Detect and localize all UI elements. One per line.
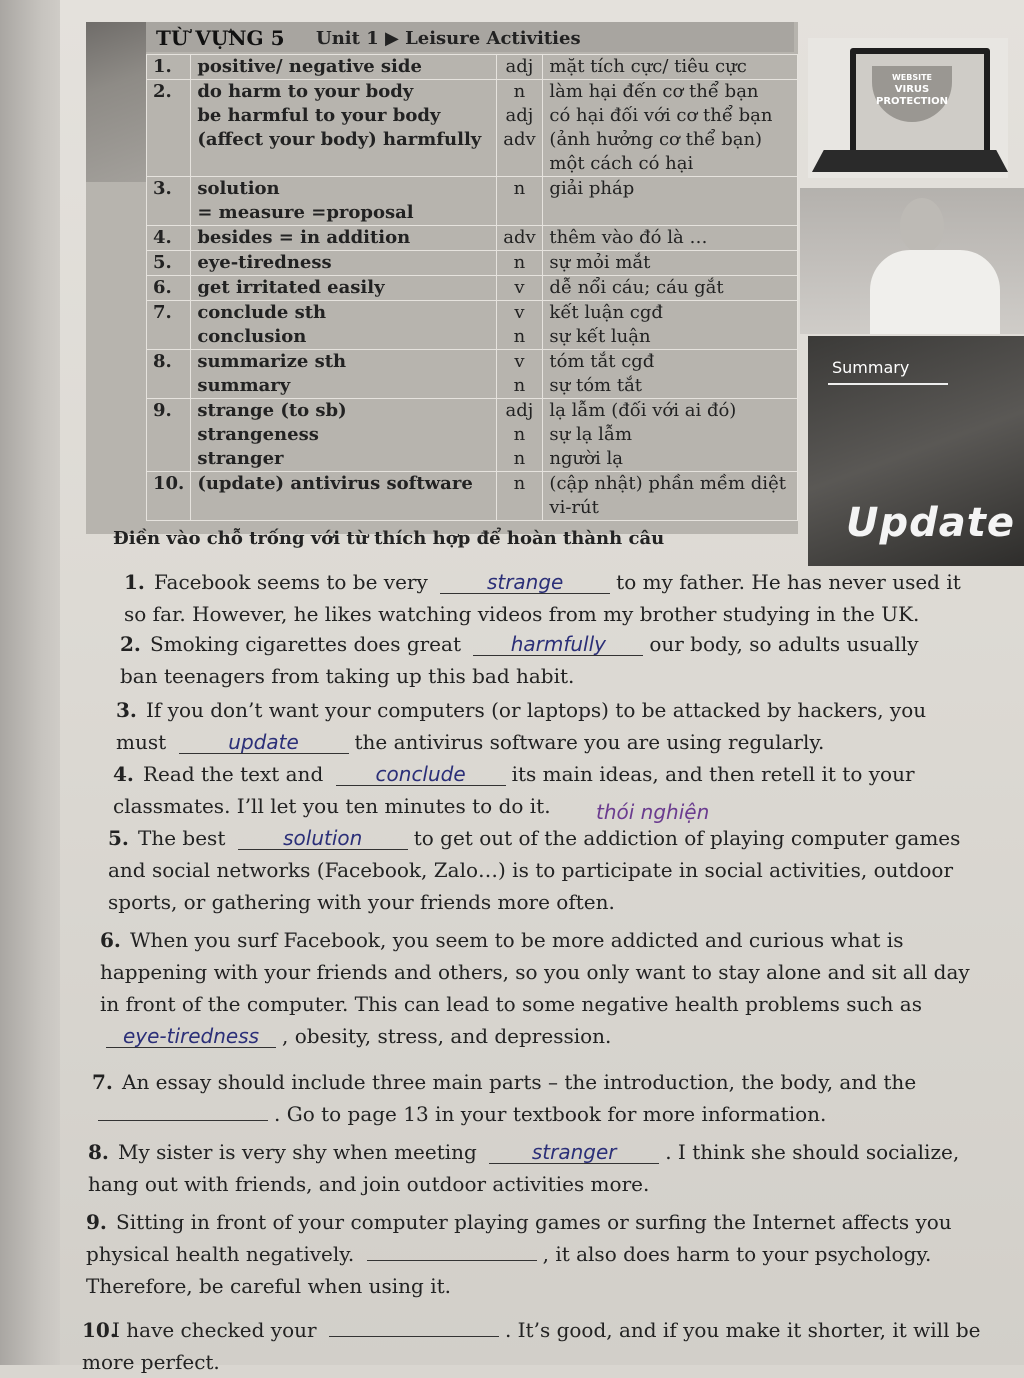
vocabulary-row	[147, 301, 798, 350]
vocab-meaning	[543, 55, 798, 80]
exercise-text-before: When you surf Facebook, you seem to be more addicted and curious what is happening with your friends and others, so you only want to stay alone and sit all day in front of the computer. This can lead to some negative health problems such as	[100, 928, 970, 1016]
exercise-number: 8.	[88, 1140, 109, 1164]
exercise-item	[100, 924, 980, 1052]
vocab-meaning	[543, 80, 798, 177]
answer-blank[interactable]	[329, 1336, 499, 1337]
vocab-word-text: positive/ negative side	[197, 56, 422, 77]
vocab-meaning-text: có hại đối với cơ thể bạn	[549, 105, 773, 126]
exercise-number: 10.	[82, 1318, 117, 1342]
exercise-number: 4.	[113, 762, 134, 786]
unit-title: Unit 1 ▶ Leisure Activities	[316, 28, 581, 49]
vocab-part-of-speech	[496, 226, 543, 251]
vocab-part-of-speech-text: adj	[505, 105, 534, 126]
vocab-word-text: stranger	[197, 448, 284, 469]
vocabulary-table	[146, 54, 798, 521]
exercise-text-before: Facebook seems to be very	[154, 570, 428, 594]
answer-blank[interactable]: eye-tiredness	[106, 1025, 276, 1048]
vocab-word	[191, 55, 496, 80]
vocab-number-text: 8.	[153, 351, 172, 372]
vocab-meaning-text: sự kết luận	[549, 326, 651, 347]
vocab-meaning-text: sự mỏi mắt	[549, 252, 651, 273]
vocab-word-text: solution	[197, 178, 280, 199]
vocab-word-text: strangeness	[197, 424, 319, 445]
vocabulary-photo	[86, 22, 146, 182]
vocab-number-text: 6.	[153, 277, 172, 298]
vocab-part-of-speech-text: v	[514, 277, 525, 298]
exercise-text-after: our body, so adults usually ban teenagers from taking up this bad habit.	[120, 632, 919, 688]
vocab-meaning-text: dễ nổi cáu; cáu gắt	[549, 277, 724, 298]
vocab-word-text: (affect your body) harmfully	[197, 129, 482, 150]
vocab-word	[191, 399, 496, 472]
vocab-word-text: be harmful to your body	[197, 105, 441, 126]
answer-blank[interactable]: conclude	[336, 763, 506, 786]
vocab-word	[191, 251, 496, 276]
exercise-item	[86, 1206, 986, 1302]
vocab-part-of-speech	[496, 472, 543, 521]
vocab-word-text: conclusion	[197, 326, 307, 347]
vocab-word-text: do harm to your body	[197, 81, 414, 102]
vocab-part-of-speech-text: v	[514, 302, 525, 323]
vocab-part-of-speech	[496, 55, 543, 80]
vocabulary-row	[147, 472, 798, 521]
vocab-meaning-text: mặt tích cực/ tiêu cực	[549, 56, 747, 77]
vocab-number-text: 9.	[153, 400, 172, 421]
vocab-number	[147, 251, 191, 276]
summary-underline	[828, 383, 948, 385]
vocab-number	[147, 399, 191, 472]
exercise-text-after: . I think she should socialize, hang out with friends, and join outdoor activities more.	[88, 1140, 960, 1196]
vocab-part-of-speech-text: v	[514, 351, 525, 372]
vocab-part-of-speech-text: adv	[503, 129, 536, 150]
vocab-meaning	[543, 226, 798, 251]
exercise-item	[120, 628, 960, 692]
vocab-meaning-text: làm hại đến cơ thể bạn	[549, 81, 759, 102]
vocab-part-of-speech-text: n	[513, 326, 526, 347]
vocab-number-text: 10.	[153, 473, 185, 494]
vocab-part-of-speech-text: adj	[505, 400, 534, 421]
exercise-text-before: If you don’t want your computers (or laptops) to be attacked by hackers, you must	[116, 698, 927, 754]
exercise-text-after: to my father. He has never used it so far. However, he likes watching videos from my brother studying in the UK.	[124, 570, 961, 626]
vocab-meaning	[543, 301, 798, 350]
vocab-word	[191, 301, 496, 350]
vocab-number-text: 5.	[153, 252, 172, 273]
exercise-number: 6.	[100, 928, 121, 952]
exercise-text-before: An essay should include three main parts – the introduction, the body, and the	[122, 1070, 917, 1094]
vocab-number-text: 1.	[153, 56, 172, 77]
vocab-part-of-speech-text: adv	[503, 227, 536, 248]
vocabulary-row	[147, 276, 798, 301]
vocab-number	[147, 350, 191, 399]
vocab-word	[191, 472, 496, 521]
answer-blank[interactable]	[367, 1260, 537, 1261]
vocab-part-of-speech-text: n	[513, 375, 526, 396]
exercise-text-before: Smoking cigarettes does great	[150, 632, 461, 656]
vocab-meaning-text: giải pháp	[549, 178, 635, 199]
vocab-meaning	[543, 472, 798, 521]
vocab-number-text: 3.	[153, 178, 172, 199]
shield-label: VIRUS PROTECTION	[876, 84, 948, 107]
vocab-number-text: 4.	[153, 227, 172, 248]
vocab-part-of-speech-text: n	[513, 178, 526, 199]
answer-blank[interactable]: update	[179, 731, 349, 754]
summary-label: Summary	[832, 358, 910, 377]
exercise-text-after: , obesity, stress, and depression.	[282, 1024, 612, 1048]
vocab-number	[147, 276, 191, 301]
exercise-text-after: its main ideas, and then retell it to your classmates. I’ll let you ten minutes to do it.	[113, 762, 915, 818]
exercise-text-after: . It’s good, and if you make it shorter, it will be more perfect.	[82, 1318, 981, 1374]
answer-blank[interactable]: harmfully	[473, 633, 643, 656]
vocab-number	[147, 301, 191, 350]
exercise-item	[82, 1314, 992, 1378]
vocab-word	[191, 226, 496, 251]
vocab-word	[191, 276, 496, 301]
vocab-meaning	[543, 399, 798, 472]
vocab-part-of-speech-text: n	[513, 252, 526, 273]
exercise-text-before: The best	[138, 826, 226, 850]
exercise-number: 2.	[120, 632, 141, 656]
vocab-part-of-speech	[496, 177, 543, 226]
vocab-meaning	[543, 177, 798, 226]
vocab-meaning	[543, 350, 798, 399]
man-head	[900, 198, 944, 254]
vocab-number-text: 2.	[153, 81, 172, 102]
exercise-text-after: . Go to page 13 in your textbook for more information.	[274, 1102, 827, 1126]
website-label: WEBSITE	[891, 73, 933, 82]
vocab-meaning-text: lạ lẫm (đối với ai đó)	[549, 400, 737, 421]
vocab-word-text: strange (to sb)	[197, 400, 347, 421]
answer-blank[interactable]: solution	[238, 827, 408, 850]
vocab-word-text: summarize sth	[197, 351, 347, 372]
vocab-number	[147, 80, 191, 177]
vocab-meaning-text: (cập nhật) phần mềm diệt vi-rút	[549, 473, 786, 518]
exercise-item	[88, 1136, 988, 1200]
handwritten-note: thói nghiện	[596, 800, 710, 824]
exercise-text-before: Read the text and	[143, 762, 324, 786]
vocab-part-of-speech	[496, 399, 543, 472]
exercise-text-after: to get out of the addiction of playing computer games and social networks (Facebook, Zalo…) is to participate in social activities, outdoor sports, or gathering with your friends more often.	[108, 826, 961, 914]
exercise-number: 9.	[86, 1210, 107, 1234]
exercise-text-before: I have checked your	[112, 1318, 317, 1342]
vocabulary-row	[147, 226, 798, 251]
vocab-word	[191, 80, 496, 177]
vocab-meaning-text: thêm vào đó là …	[549, 227, 708, 248]
vocab-part-of-speech-text: adj	[505, 56, 534, 77]
vocabulary-row	[147, 350, 798, 399]
vocab-part-of-speech	[496, 276, 543, 301]
exercise-number: 1.	[124, 570, 145, 594]
vocabulary-row	[147, 177, 798, 226]
exercise-text-before: My sister is very shy when meeting	[118, 1140, 477, 1164]
vocab-number	[147, 226, 191, 251]
man-shirt	[870, 250, 1000, 334]
exercise-number: 3.	[116, 698, 137, 722]
vocab-meaning-text: sự tóm tắt	[549, 375, 643, 396]
vocab-word-text: get irritated easily	[197, 277, 385, 298]
vocab-meaning-text: người lạ	[549, 448, 623, 469]
vocab-word-text: eye-tiredness	[197, 252, 332, 273]
vocab-part-of-speech-text: n	[513, 473, 526, 494]
vocab-part-of-speech	[496, 350, 543, 399]
vocab-number	[147, 55, 191, 80]
vocab-meaning-text: tóm tắt cgđ	[549, 351, 655, 372]
vocab-word-text: = measure =proposal	[197, 202, 414, 223]
vocab-word-text: (update) antivirus software	[197, 473, 473, 494]
vocab-part-of-speech-text: n	[513, 424, 526, 445]
vocab-part-of-speech-text: n	[513, 448, 526, 469]
answer-blank[interactable]	[98, 1120, 268, 1121]
exercise-item	[113, 758, 963, 822]
vocab-word-text: conclude sth	[197, 302, 327, 323]
exercise-instruction: Điền vào chỗ trống với từ thích hợp để hoàn thành câu	[113, 528, 665, 549]
vocabulary-row	[147, 399, 798, 472]
exercise-item	[108, 822, 968, 918]
exercise-text-after: , it also does harm to your psychology. Therefore, be careful when using it.	[86, 1242, 932, 1298]
laptop-base	[812, 150, 1008, 172]
exercise-text-after: the antivirus software you are using regularly.	[354, 730, 825, 754]
update-label: Update	[846, 500, 1015, 546]
vocab-word	[191, 177, 496, 226]
vocabulary-title: TỪ VỰNG 5	[156, 26, 285, 50]
vocab-meaning-text: kết luận cgđ	[549, 302, 663, 323]
exercise-text-before: Sitting in front of your computer playing games or surfing the Internet affects you physical health negatively.	[86, 1210, 952, 1266]
vocab-part-of-speech-text: n	[513, 81, 526, 102]
vocabulary-row	[147, 55, 798, 80]
vocab-meaning	[543, 251, 798, 276]
vocab-number	[147, 177, 191, 226]
vocab-part-of-speech	[496, 301, 543, 350]
vocab-word-text: summary	[197, 375, 291, 396]
vocab-part-of-speech	[496, 251, 543, 276]
vocab-part-of-speech	[496, 80, 543, 177]
exercise-item	[92, 1066, 972, 1130]
vocab-word-text: besides = in addition	[197, 227, 411, 248]
vocab-meaning-text: (ảnh hưởng cơ thể bạn) một cách có hại	[549, 129, 763, 174]
vocabulary-row	[147, 80, 798, 177]
answer-blank[interactable]: stranger	[489, 1141, 659, 1164]
exercise-number: 5.	[108, 826, 129, 850]
vocab-number-text: 7.	[153, 302, 172, 323]
answer-blank[interactable]: strange	[440, 571, 610, 594]
vocab-word	[191, 350, 496, 399]
exercise-item	[124, 566, 964, 630]
vocab-meaning	[543, 276, 798, 301]
exercise-item	[116, 694, 966, 758]
vocab-meaning-text: sự lạ lẫm	[549, 424, 633, 445]
exercise-number: 7.	[92, 1070, 113, 1094]
vocabulary-row	[147, 251, 798, 276]
vocab-number	[147, 472, 191, 521]
